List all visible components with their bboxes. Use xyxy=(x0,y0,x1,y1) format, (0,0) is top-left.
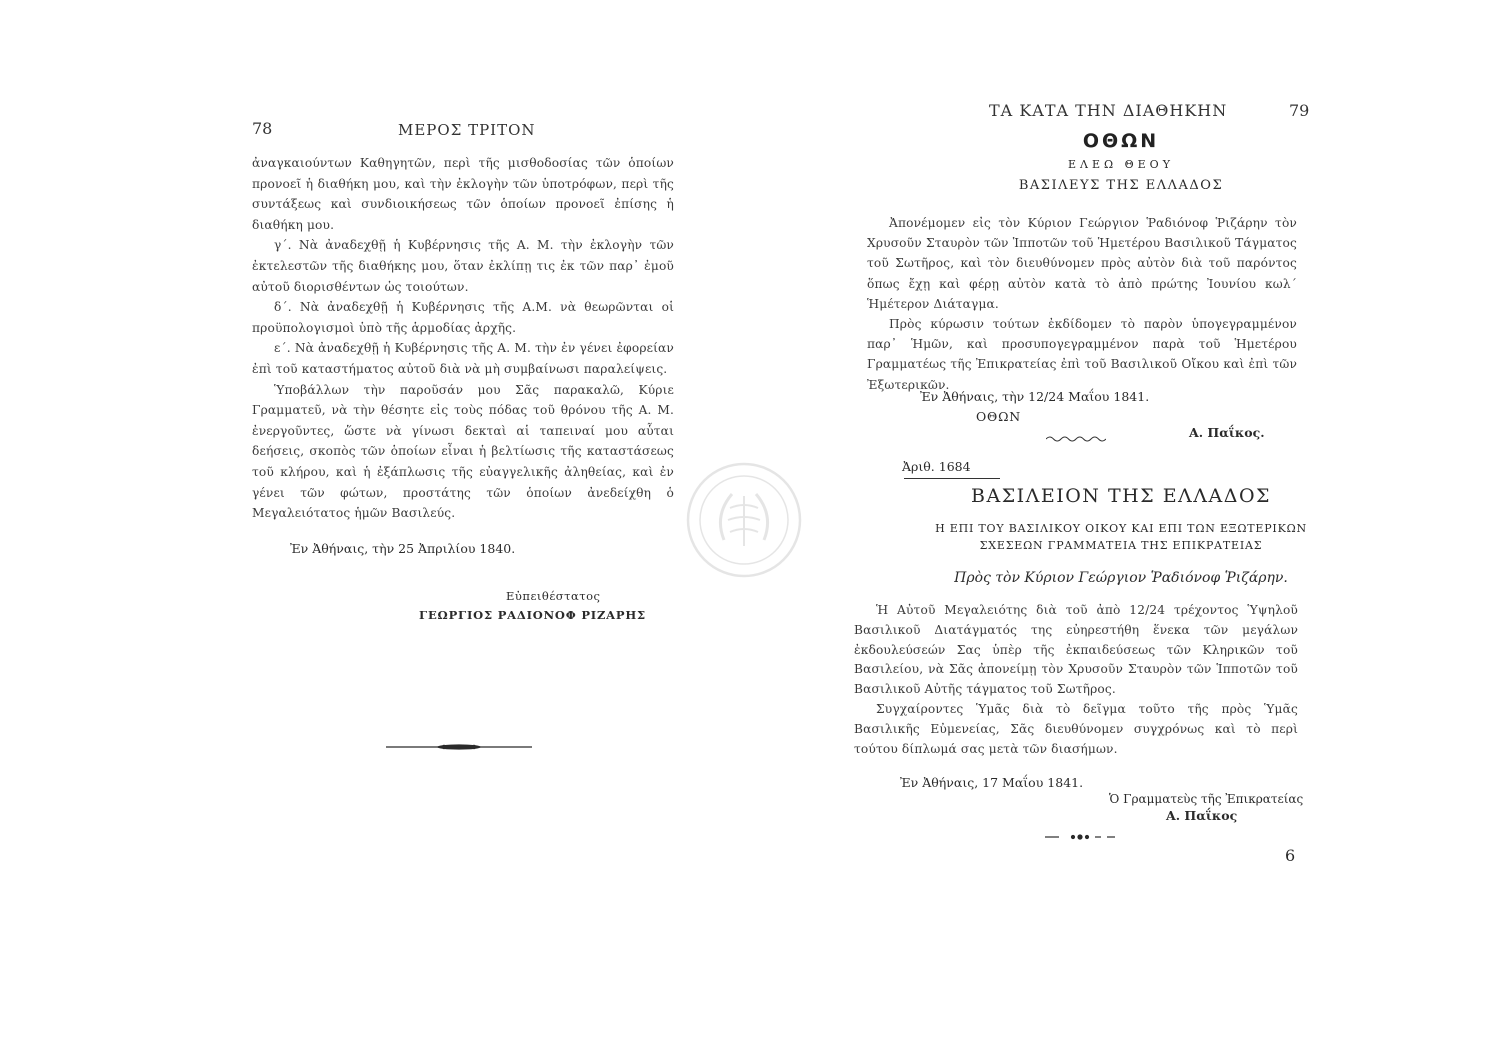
king-title: ΒΑΣΙΛΕΥΣ ΤΗΣ ΕΛΛΑΔΟΣ xyxy=(1018,178,1224,193)
ministry-line-2: ΣΧΕΣΕΩΝ ΓΡΑΜΜΑΤΕΙΑ ΤΗΣ ΕΠΙΚΡΑΤΕΙΑΣ xyxy=(979,539,1263,552)
signature: ΓΕΩΡΓΙΟΣ ΡΑΔΙΟΝΟΦ ΡΙΖΑΡΗΣ xyxy=(419,608,646,622)
library-stamp xyxy=(684,460,804,580)
addressee: Πρὸς τὸν Κύριον Γεώργιον Ῥαδιόνοφ Ῥιζάρην. xyxy=(954,570,1288,586)
right-page xyxy=(750,0,1500,1054)
number-line: Ἀριθ. 1684 xyxy=(902,459,971,474)
ornamental-rule xyxy=(386,741,532,753)
king-name: ΟΘΩΝ xyxy=(1082,130,1160,152)
paragraph: Ἡ Αὐτοῦ Μεγαλειότης διὰ τοῦ ἀπὸ 12/24 τρέχοντος Ὑψηλοῦ Βασιλικοῦ Διατάγματός της εὐηρεστήθη ἕνεκα τῶν μεγάλων ἐκδουλεύσεών Σας ὑπὲρ τῆς ἐκπαιδεύσεως τῶν Κληρικῶν τοῦ Βασιλείου, νὰ Σᾶς ἀπονείμῃ τὸν Χρυσοῦν Σταυρὸν τῶν Ἱπποτῶν τοῦ Βασιλικοῦ Αὐτῆς τάγματος τοῦ Σωτῆρος. xyxy=(854,603,1298,697)
paragraph: Ἀπονέμομεν εἰς τὸν Κύριον Γεώργιον Ῥαδιόνοφ Ῥιζάρην τὸν Χρυσοῦν Σταυρὸν τῶν Ἱπποτῶν τοῦ Ἡμετέρου Βασιλικοῦ Τάγματος τοῦ Σωτῆρος, καὶ τὸν διευθύνομεν πρὸς αὐτὸν διὰ τοῦ παρόντος ὅπως ἔχῃ καὶ φέρῃ αὐτὸν κατὰ τὸ ἀπὸ πρώτης Ἰουνίου κωλ΄ Ἡμέτερον Διάταγμα. xyxy=(867,216,1297,311)
ministry-line-1: Η ΕΠΙ ΤΟΥ ΒΑΣΙΛΙΚΟΥ ΟΙΚΟΥ ΚΑΙ ΕΠΙ ΤΩΝ ΕΞΩΤΕΡΙΚΩΝ xyxy=(935,522,1307,535)
decree-text xyxy=(867,213,1297,395)
paragraph: Ὑποβάλλων τὴν παροῦσάν μου Σᾶς παρακαλῶ, Κύριε Γραμματεῦ, νὰ τὴν θέσητε εἰς τοὺς πόδας τοῦ θρόνου τῆς Α. Μ. ἐνεργοῦντες, ὥστε νὰ γίνωσι δεκταὶ αἱ ταπειναί μου αὗται δεήσεις, σκοπὸς τῶν ὁποίων εἶναι ἡ βελτίωσις τῆς καταστάσεως τοῦ κλήρου, καὶ ἡ ἐξάπλωσις τῆς εὐαγγελικῆς ἀληθείας, καὶ ἐν γένει τῶν φώτων, προστάτης τῶν ὁποίων ἀνεδείχθη ὁ Μεγαλειότατος ἡμῶν Βασιλεύς. xyxy=(252,382,674,521)
letter-date: Ἐν Ἀθήναις, 17 Μαΐου 1841. xyxy=(900,775,1084,790)
page-number: 78 xyxy=(252,119,273,138)
running-head: ΤΑ ΚΑΤΑ ΤΗΝ ΔΙΑΘΗΚΗΝ xyxy=(989,101,1228,120)
paragraph: Πρὸς κύρωσιν τούτων ἐκδίδομεν τὸ παρὸν ὑπογεγραμμένον παρ᾽ Ἡμῶν, καὶ προσυπογεγραμμένον παρὰ τοῦ Ἡμετέρου Γραμματέως τῆς Ἐπικρατείας ἐπὶ τοῦ Βασιλικοῦ Οἴκου καὶ ἐπὶ τῶν Ἐξωτερικῶν. xyxy=(867,317,1297,392)
grace-line: ΕΛΕΩ ΘΕΟΥ xyxy=(1068,158,1174,171)
page-number: 79 xyxy=(1289,101,1310,120)
letter-signature: Α. Παΐκος xyxy=(1166,808,1238,823)
date-line: Ἐν Ἀθήναις, τὴν 25 Ἀπριλίου 1840. xyxy=(290,541,516,556)
signature-mark: 6 xyxy=(1285,846,1296,865)
paragraph: ἀναγκαιούντων Καθηγητῶν, περὶ τῆς μισθοδοσίας τῶν ὁποίων προνοεῖ ἡ διαθήκη μου, καὶ τὴν ἐκλογὴν τῶν ὑποτρόφων, περὶ τῆς συντάξεως καὶ συνδιοικήσεως τῶν ὁποίων προνοεῖ ἐπίσης ἡ διαθήκη μου. xyxy=(252,156,674,232)
wavy-rule xyxy=(1046,435,1106,443)
paragraph: ε΄. Νὰ ἀναδεχθῇ ἡ Κυβέρνησις τῆς Α. Μ. τὴν ἐν γένει ἐφορείαν ἐπὶ τοῦ καταστήματος αὐτοῦ διὰ νὰ μὴ συμβαίνωσι παραλείψεις. xyxy=(252,341,674,376)
end-ornament xyxy=(1045,832,1127,842)
kingdom-heading: ΒΑΣΙΛΕΙΟΝ ΤΗΣ ΕΛΛΑΔΟΣ xyxy=(971,485,1271,507)
number-underline xyxy=(904,478,1000,479)
paragraph: Συγχαίροντες Ὑμᾶς διὰ τὸ δεῖγμα τοῦτο τῆς πρὸς Ὑμᾶς Βασιλικῆς Εὐμενείας, Σᾶς διευθύνομεν συγχρόνως καὶ τὸ περὶ τούτου δίπλωμά σας μετὰ τῶν διασήμων. xyxy=(854,701,1298,756)
letter-text xyxy=(854,601,1298,759)
paragraph: γ΄. Νὰ ἀναδεχθῇ ἡ Κυβέρνησις τῆς Α. Μ. τὴν ἐκλογὴν τῶν ἐκτελεστῶν τῆς διαθήκης μου, ὅταν ἐκλίπῃ τις ἐκ τῶν παρ᾽ ἐμοῦ αὐτοῦ διορισθέντων ὡς τοιούτων. xyxy=(252,238,674,294)
letter-secretary: Ὁ Γραμματεὺς τῆς Ἐπικρατείας xyxy=(1109,792,1304,806)
decree-signature-king: ΟΘΩΝ xyxy=(976,409,1021,424)
body-text xyxy=(252,153,674,524)
decree-signature-minister: Α. Παΐκος. xyxy=(1189,425,1265,440)
paragraph: δ΄. Νὰ ἀναδεχθῇ ἡ Κυβέρνησις τῆς Α.Μ. νὰ θεωρῶνται οἱ προϋπολογισμοὶ ὑπὸ τῆς ἁρμοδίας ἀρχῆς. xyxy=(252,300,674,335)
closing: Εὐπειθέστατος xyxy=(506,589,601,603)
running-head: ΜΕΡΟΣ ΤΡΙΤΟΝ xyxy=(398,121,536,139)
decree-date: Ἐν Ἀθήναις, τὴν 12/24 Μαΐου 1841. xyxy=(920,389,1150,404)
